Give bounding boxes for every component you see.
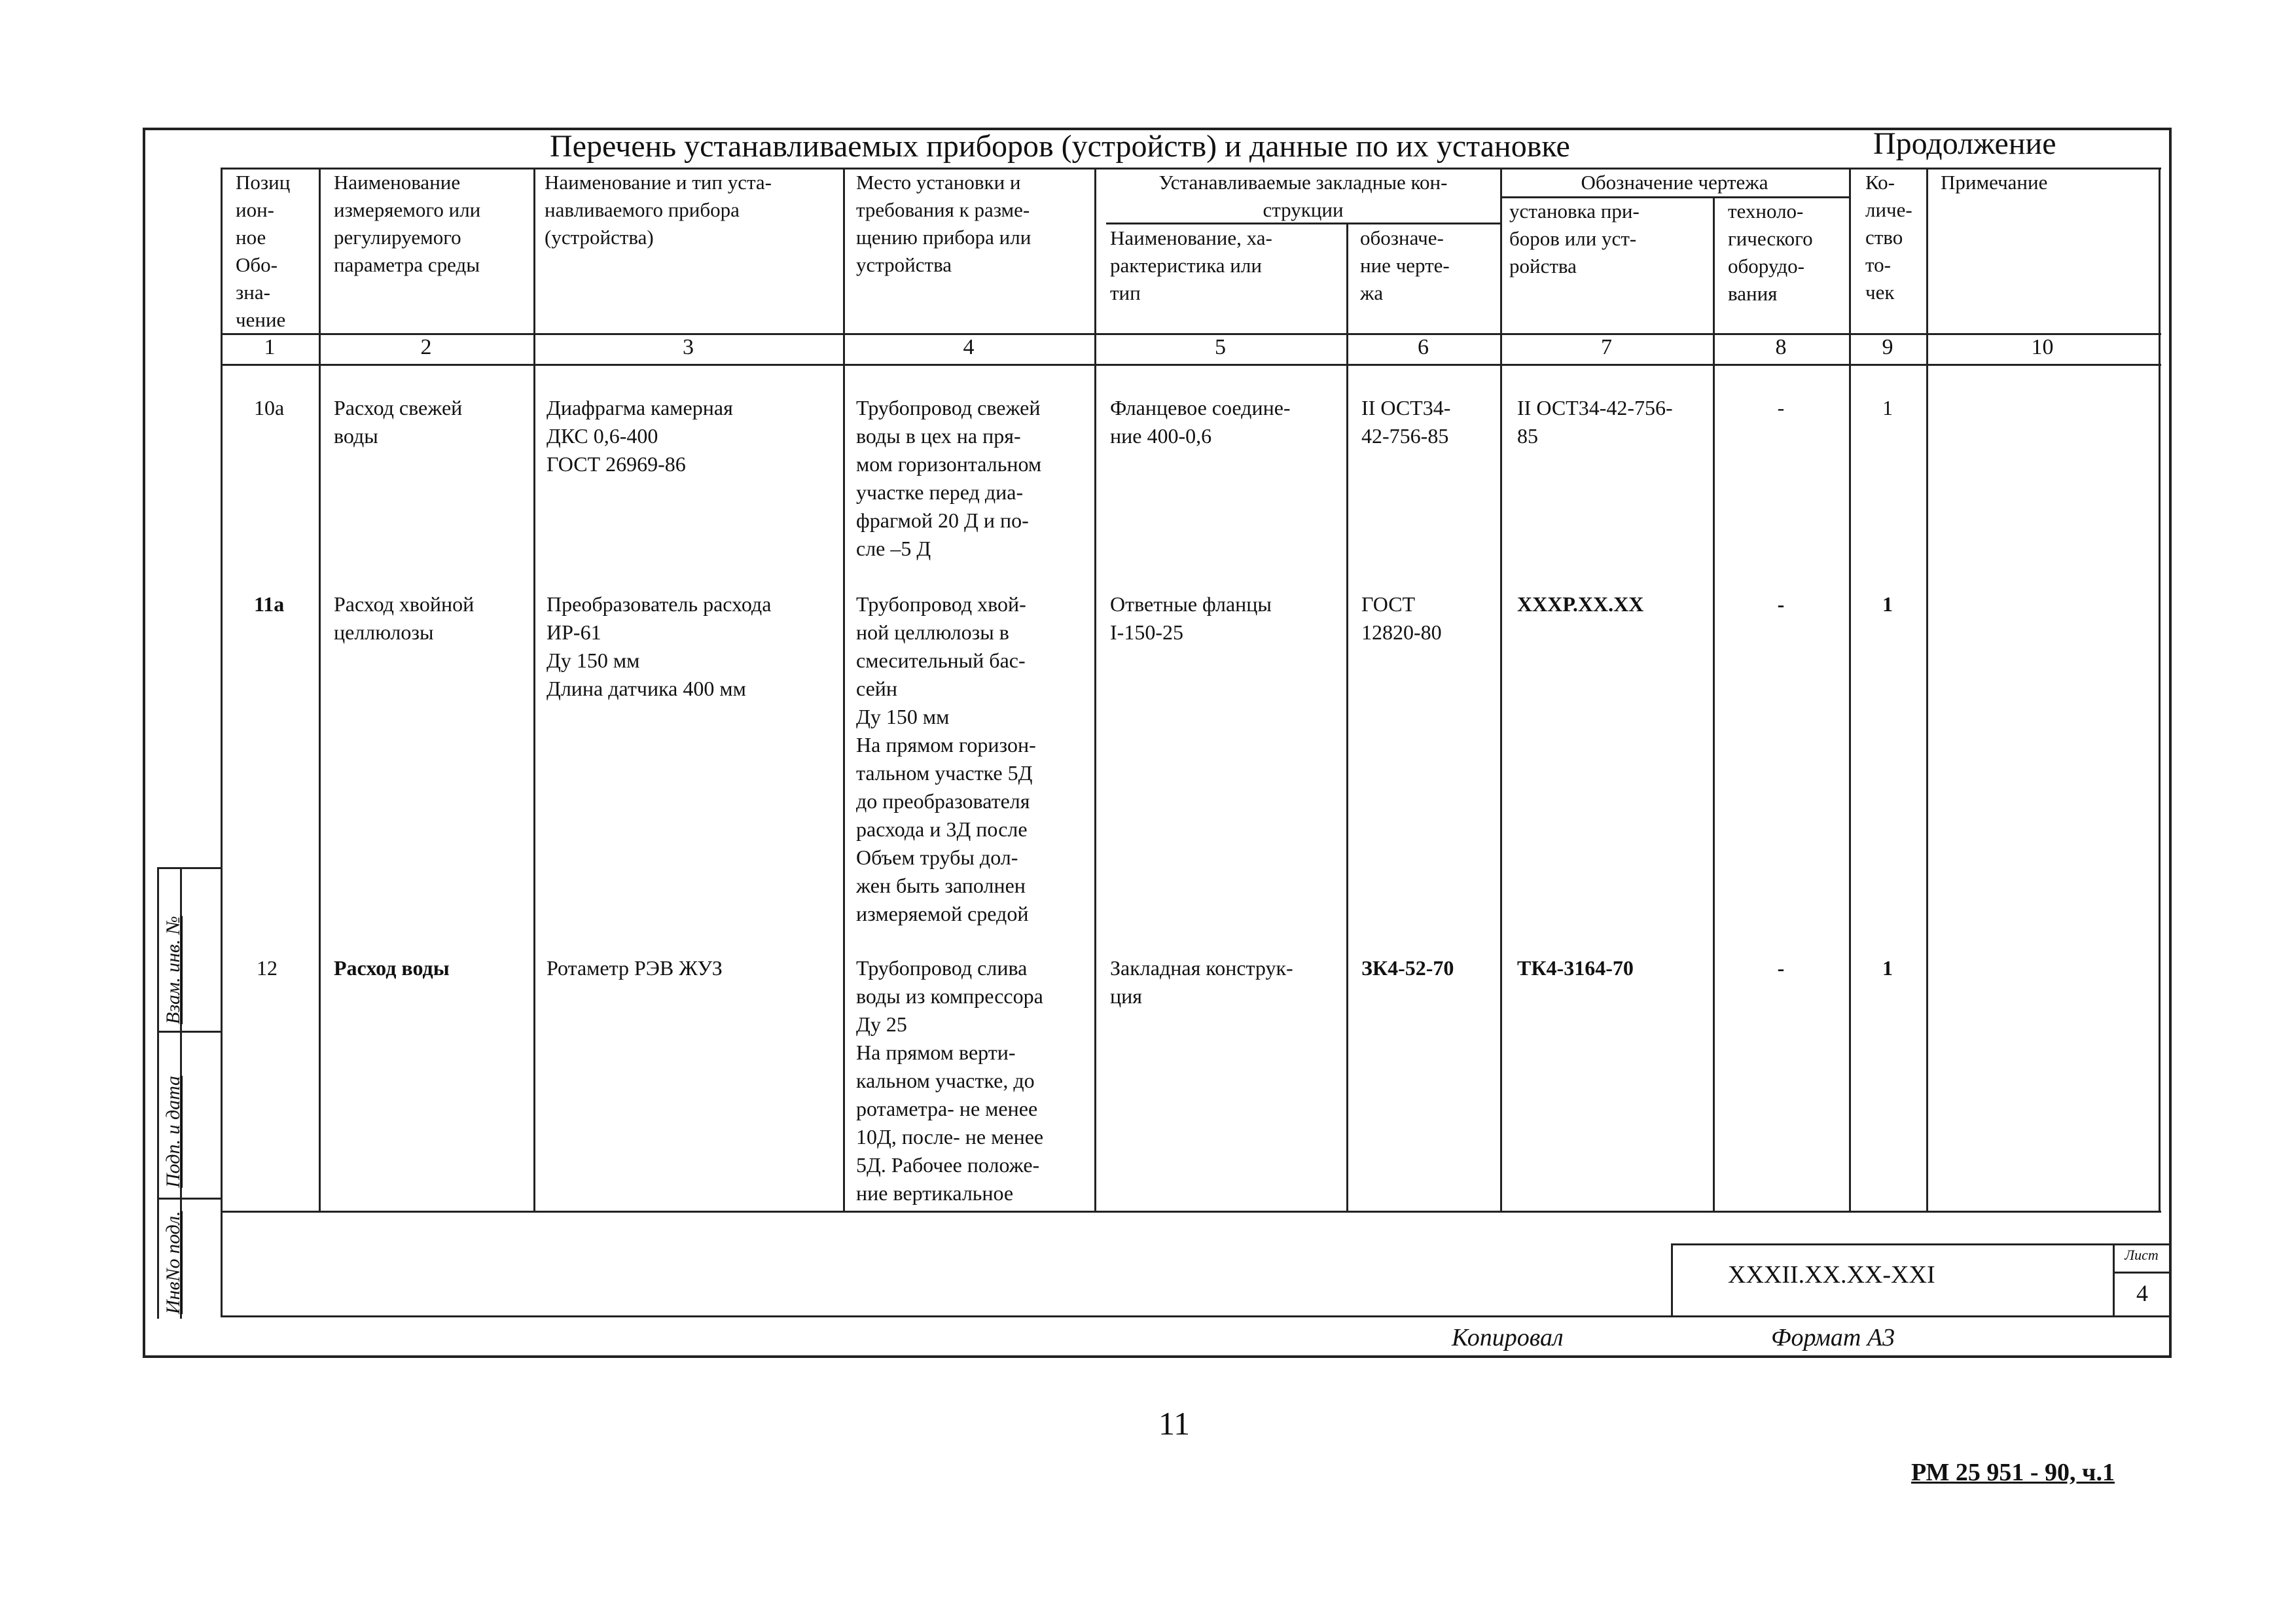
header-count: Ко- личе- ство то- чек [1865,171,1912,304]
format-label: Формат А3 [1771,1324,1895,1351]
sheet-frame [143,128,2172,1358]
document-code: ХХХII.ХХ.ХХ-ХХI [1728,1261,1935,1289]
header-embedded-name: Наименование, ха- рактеристика или тип [1110,226,1272,304]
row-embedded-name: Закладная конструк- ция [1110,956,1293,1008]
header-embedded-drawing: обозначе- ние черте- жа [1360,226,1450,304]
side-label-sign-date: Подп. и дата [162,1075,184,1188]
col-line-3 [843,168,845,1211]
col-line-2 [533,168,535,1211]
col-line-4 [1094,168,1096,1211]
row-position: 10а [254,396,285,419]
col-line-1 [319,168,321,1211]
page-number: 11 [1158,1405,1191,1442]
header-embedded-group: Устанавливаемые закладные кон- струкции [1158,171,1448,221]
header-device: Наименование и тип уста- навливаемого прибора (устройства) [545,171,772,249]
row-parameter: Расход хвойной целлюлозы [334,592,475,644]
stamp-bottom-line [221,1315,2171,1317]
header-place: Место установки и требования к разме- щению прибора или устройства [856,171,1031,276]
table-bottom-line [221,1211,2161,1213]
row-place: Трубопровод слива воды из компрессора Ду 25 На прямом верти- кальном участке, до ротаметра- не менее 10Д, после- не менее 5Д. Рабочее положе- ние вертикальное [856,956,1044,1205]
side-stamp-left [157,867,159,1319]
header-drawing-group: Обозначение чертежа [1581,171,1768,194]
row-embedded-name: Ответные фланцы I-150-25 [1110,592,1272,644]
col-number: 4 [963,335,975,359]
col-number: 3 [683,335,694,359]
col-number: 10 [2031,335,2054,359]
row-install-drawing: ТК4-3164-70 [1517,956,1634,980]
row-tech-drawing: - [1777,956,1785,980]
numbers-bottom-line [221,364,2161,366]
header-note: Примечание [1941,171,2048,194]
col-line-8 [1849,168,1851,1211]
col-line-6 [1500,168,1502,1211]
row-tech-drawing: - [1777,396,1785,419]
row-device: Диафрагма камерная ДКС 0,6-400 ГОСТ 26969-86 [547,396,733,476]
row-device: Преобразователь расхода ИР-61 Ду 150 мм Длина датчика 400 мм [547,592,772,700]
header-install-drawing: установка при- боров или уст- ройства [1509,200,1640,277]
document-reference: РМ 25 951 - 90, ч.1 [1911,1459,2115,1486]
row-tech-drawing: - [1777,592,1785,616]
sheet-number: 4 [2136,1280,2148,1306]
row-device: Ротаметр РЭВ ЖУЗ [547,956,723,980]
side-label-inv-original: ИнвNo подл. [162,1211,184,1314]
side-stamp-line-1 [157,1031,223,1033]
row-parameter: Расход свежей воды [334,396,463,448]
row-position: 12 [257,956,278,980]
col-number: 1 [264,335,276,359]
page-title: Перечень устанавливаемых приборов (устройств) и данные по их установке [550,129,1570,164]
col-number: 5 [1215,335,1226,359]
row-position: 11а [254,592,285,616]
row-count: 1 [1882,396,1893,419]
table-right-border [2159,168,2161,1211]
stamp-left-line [1671,1243,1673,1315]
row-embedded-drawing: II ОСТ34- 42-756-85 [1361,396,1451,448]
row-install-drawing: II ОСТ34-42-756- 85 [1517,396,1673,448]
col-number: 7 [1601,335,1612,359]
side-label-replaced-inv: Взам. инв. № [162,916,184,1024]
row-embedded-drawing: ГОСТ 12820-80 [1361,592,1442,644]
row-install-drawing: ХХХР.ХХ.ХХ [1517,592,1644,616]
header-tech-drawing: техноло- гического оборудо- вания [1728,200,1813,305]
col-line-5 [1346,223,1348,1211]
stamp-sheet-line [2113,1272,2170,1274]
col-number: 8 [1775,335,1787,359]
row-parameter: Расход воды [334,956,450,980]
continuation-label: Продолжение [1873,126,2056,161]
copied-label: Копировал [1452,1324,1564,1351]
col-number: 9 [1882,335,1893,359]
side-stamp-top [157,867,223,869]
side-stamp-line-2 [157,1198,223,1200]
col-number: 6 [1418,335,1429,359]
stamp-top-line [1671,1243,2170,1245]
col-line-9 [1926,168,1928,1211]
row-embedded-drawing: ЗК4-52-70 [1361,956,1454,980]
row-embedded-name: Фланцевое соедине- ние 400-0,6 [1110,396,1291,448]
row-count: 1 [1882,592,1893,616]
header-position: Позиц ион- ное Обо- зна- чение [236,171,291,331]
row-count: 1 [1882,956,1893,980]
row-place: Трубопровод хвой- ной целлюлозы в смесительный бас- сейн Ду 150 мм На прямом горизон- тальном участке 5Д до преобразователя расхода и 3Д после Объем трубы дол- жен быть заполнен измеряемой средой [856,592,1036,925]
header-parameter: Наименование измеряемого или регулируемого параметра среды [334,171,481,276]
col-number: 2 [420,335,432,359]
row-place: Трубопровод свежей воды в цех на пря- мом горизонтальном участке перед диа- фрагмой 20 Д и по- сле –5 Д [856,396,1042,560]
sheet-label: Лист [2125,1247,2159,1263]
